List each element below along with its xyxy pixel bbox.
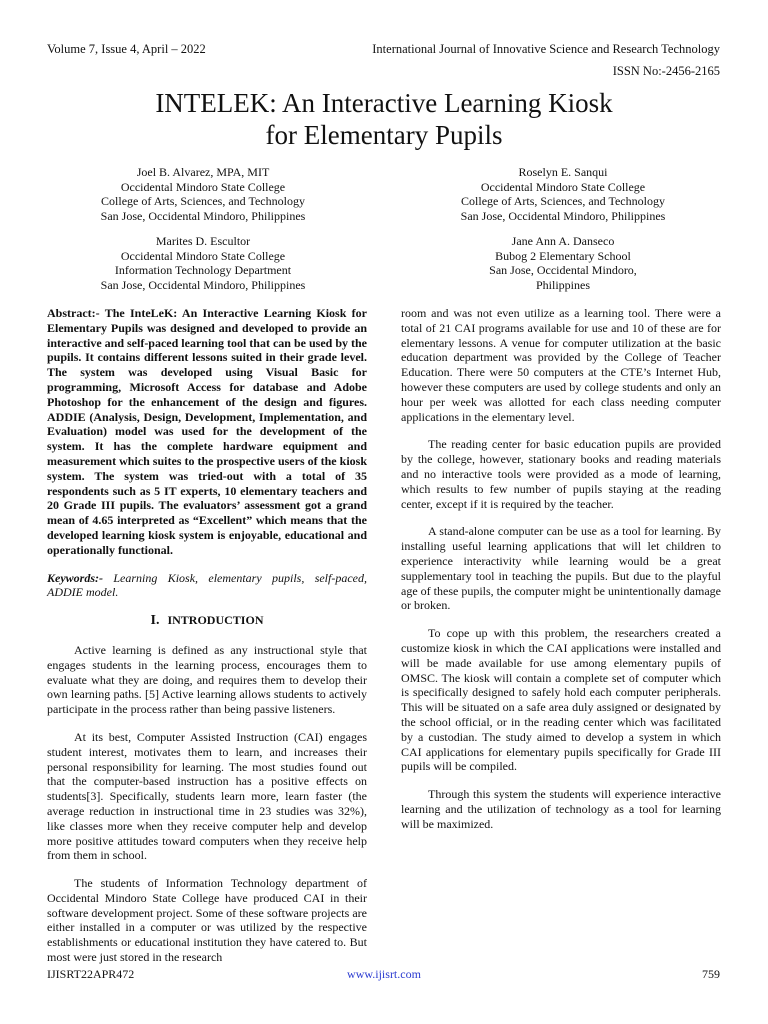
paper-title [0, 87, 768, 151]
body-paragraph: The reading center for basic education pupils are provided by the college, however, stationary books and reading materials and no interactive tools were provided as a mode of learning, which results to few number of pupils staying at the reading center, except if it is required by the teacher. [401, 437, 721, 511]
body-paragraph: Through this system the students will experience interactive learning and the utilization of technology as a tool for learning will be maximized. [401, 787, 721, 831]
author-affiliation: Occidental Mindoro State College [120, 248, 286, 263]
author-address: San Jose, Occidental Mindoro, Philippines [460, 208, 666, 223]
author-address: San Jose, Occidental Mindoro, [489, 263, 637, 277]
body-paragraph: Active learning is defined as any instructional style that engages students in the learning process, encourages them to evaluate what they are doing, and requires them to develop their own learning paths. [5] Active learning allows students to actively participate in the process rather than being passive listeners. [47, 642, 367, 717]
journal-name: International Journal of Innovative Science and Research Technology [372, 42, 720, 56]
abstract: Abstract:- The InteLeK: An Interactive Learning Kiosk for Elementary Pupils was designed and developed to provide an interactive and self-paced learning tool that can be used by the pupils. It contains different lessons suited in their grade level. The system was developed using Visual Basic for programming, Microsoft Access for database and Adobe Photoshop for the enhancement of the design and figures. ADDIE (Analysis, Design, Development, Implementation, and Evaluation) model was used for the development of the system. It has the complete hardware equipment and measurement which suites to the prospective users of the kiosk system. The system was tried-out with a total of 35 respondents such as 5 IT experts, 10 elementary teachers and 20 Grade III pupils. The evaluators’ assessment got a grand mean of 4.65 interpreted as “Excellent” which means that the developed learning kiosk system is enjoyable, educational and operationally functional. [47, 306, 367, 557]
author-name: Marites D. Escultor [155, 234, 251, 248]
paper-title-line-1: INTELEK: An Interactive Learning Kiosk [155, 88, 613, 118]
section-heading [47, 613, 367, 629]
author-block [413, 165, 713, 223]
author-block [53, 234, 353, 292]
paper-title-line-2: for Elementary Pupils [265, 120, 503, 150]
author-address: Philippines [535, 277, 590, 292]
body-paragraph: room and was not even utilize as a learning tool. There were a total of 21 CAI programs available for use and 10 of these are for elementary lessons. A venue for computer utilization at the basic education department was provided by the College of Teacher Education. There were 50 computers at the CTE’s Internet Hub, however these computers are used by college students and only an hour per week was allotted for each class needing computer applications in the elementary level. [401, 306, 721, 424]
author-block [53, 165, 353, 223]
author-address: San Jose, Occidental Mindoro, Philippines [100, 277, 306, 292]
body-paragraph: The students of Information Technology department of Occidental Mindoro State College have produced CAI in their software development project. Some of these software projects are either installed in a computer or was utilized by the respective establishments or educational institution they have catered to. But most were just stored in the research [47, 876, 367, 965]
author-affiliation: Occidental Mindoro State College [480, 179, 646, 194]
journal-volume: Volume 7, Issue 4, April – 2022 [47, 42, 206, 56]
body-paragraph: At its best, Computer Assisted Instruction (CAI) engages student interest, motivates them to learn, and increases their personal responsibility for learning. The most studies found out that the computer-based instruction has a positive effects on students[3]. Specifically, students learn more, learn faster (the average reduction in instructional time in 23 studies was 32%), like classes more when they receive computer help and develop more positive attitudes toward computers when they receive help from them in school. [47, 729, 367, 863]
left-column [47, 306, 367, 978]
right-column [401, 306, 721, 845]
journal-url-link[interactable]: www.ijisrt.com [347, 967, 421, 981]
author-affiliation: Occidental Mindoro State College [120, 179, 286, 194]
section-title: INTRODUCTION [167, 613, 264, 628]
author-affiliation: Information Technology Department [114, 263, 292, 277]
author-affiliation: College of Arts, Sciences, and Technology [461, 194, 665, 208]
author-name: Joel B. Alvarez, MPA, MIT [136, 165, 270, 179]
body-paragraph: To cope up with this problem, the researchers created a customize kiosk in which the CAI applications were installed and will be made available for use among elementary pupils of OMSC. The kiosk will contain a complete set of computer which is specifically designed to safely hold each computer peripherals. This will be situated on a safe area duly assigned or designated by the school official, or in the reading center which was facilitated by a custodian. The study aimed to develop a system in which CAI applications for elementary pupils specifically for Grade III pupils will be compiled. [401, 626, 721, 774]
author-affiliation: Bubog 2 Elementary School [495, 248, 631, 263]
keywords-text: Learning Kiosk, elementary pupils, self-paced, ADDIE model. [47, 570, 368, 600]
keywords [47, 571, 367, 601]
author-name: Jane Ann A. Danseco [511, 234, 615, 248]
body-paragraph: A stand-alone computer can be use as a tool for learning. By installing useful learning applications that will let children to experience interactivity while learning would be a great supplementary tool in teaching the pupils. But due to the playful age of these pupils, the computer might be unintentionally damage or broken. [401, 524, 721, 613]
section-number: I. [150, 613, 160, 629]
paper-code: IJISRT22APR472 [47, 967, 135, 981]
author-address: San Jose, Occidental Mindoro, Philippines [100, 208, 306, 223]
journal-issn: ISSN No:-2456-2165 [612, 64, 720, 78]
author-block [413, 234, 713, 292]
author-name: Roselyn E. Sanqui [518, 165, 608, 179]
keywords-label: Keywords:- [47, 570, 103, 585]
author-affiliation: College of Arts, Sciences, and Technology [101, 194, 305, 208]
page-number: 759 [702, 967, 720, 981]
